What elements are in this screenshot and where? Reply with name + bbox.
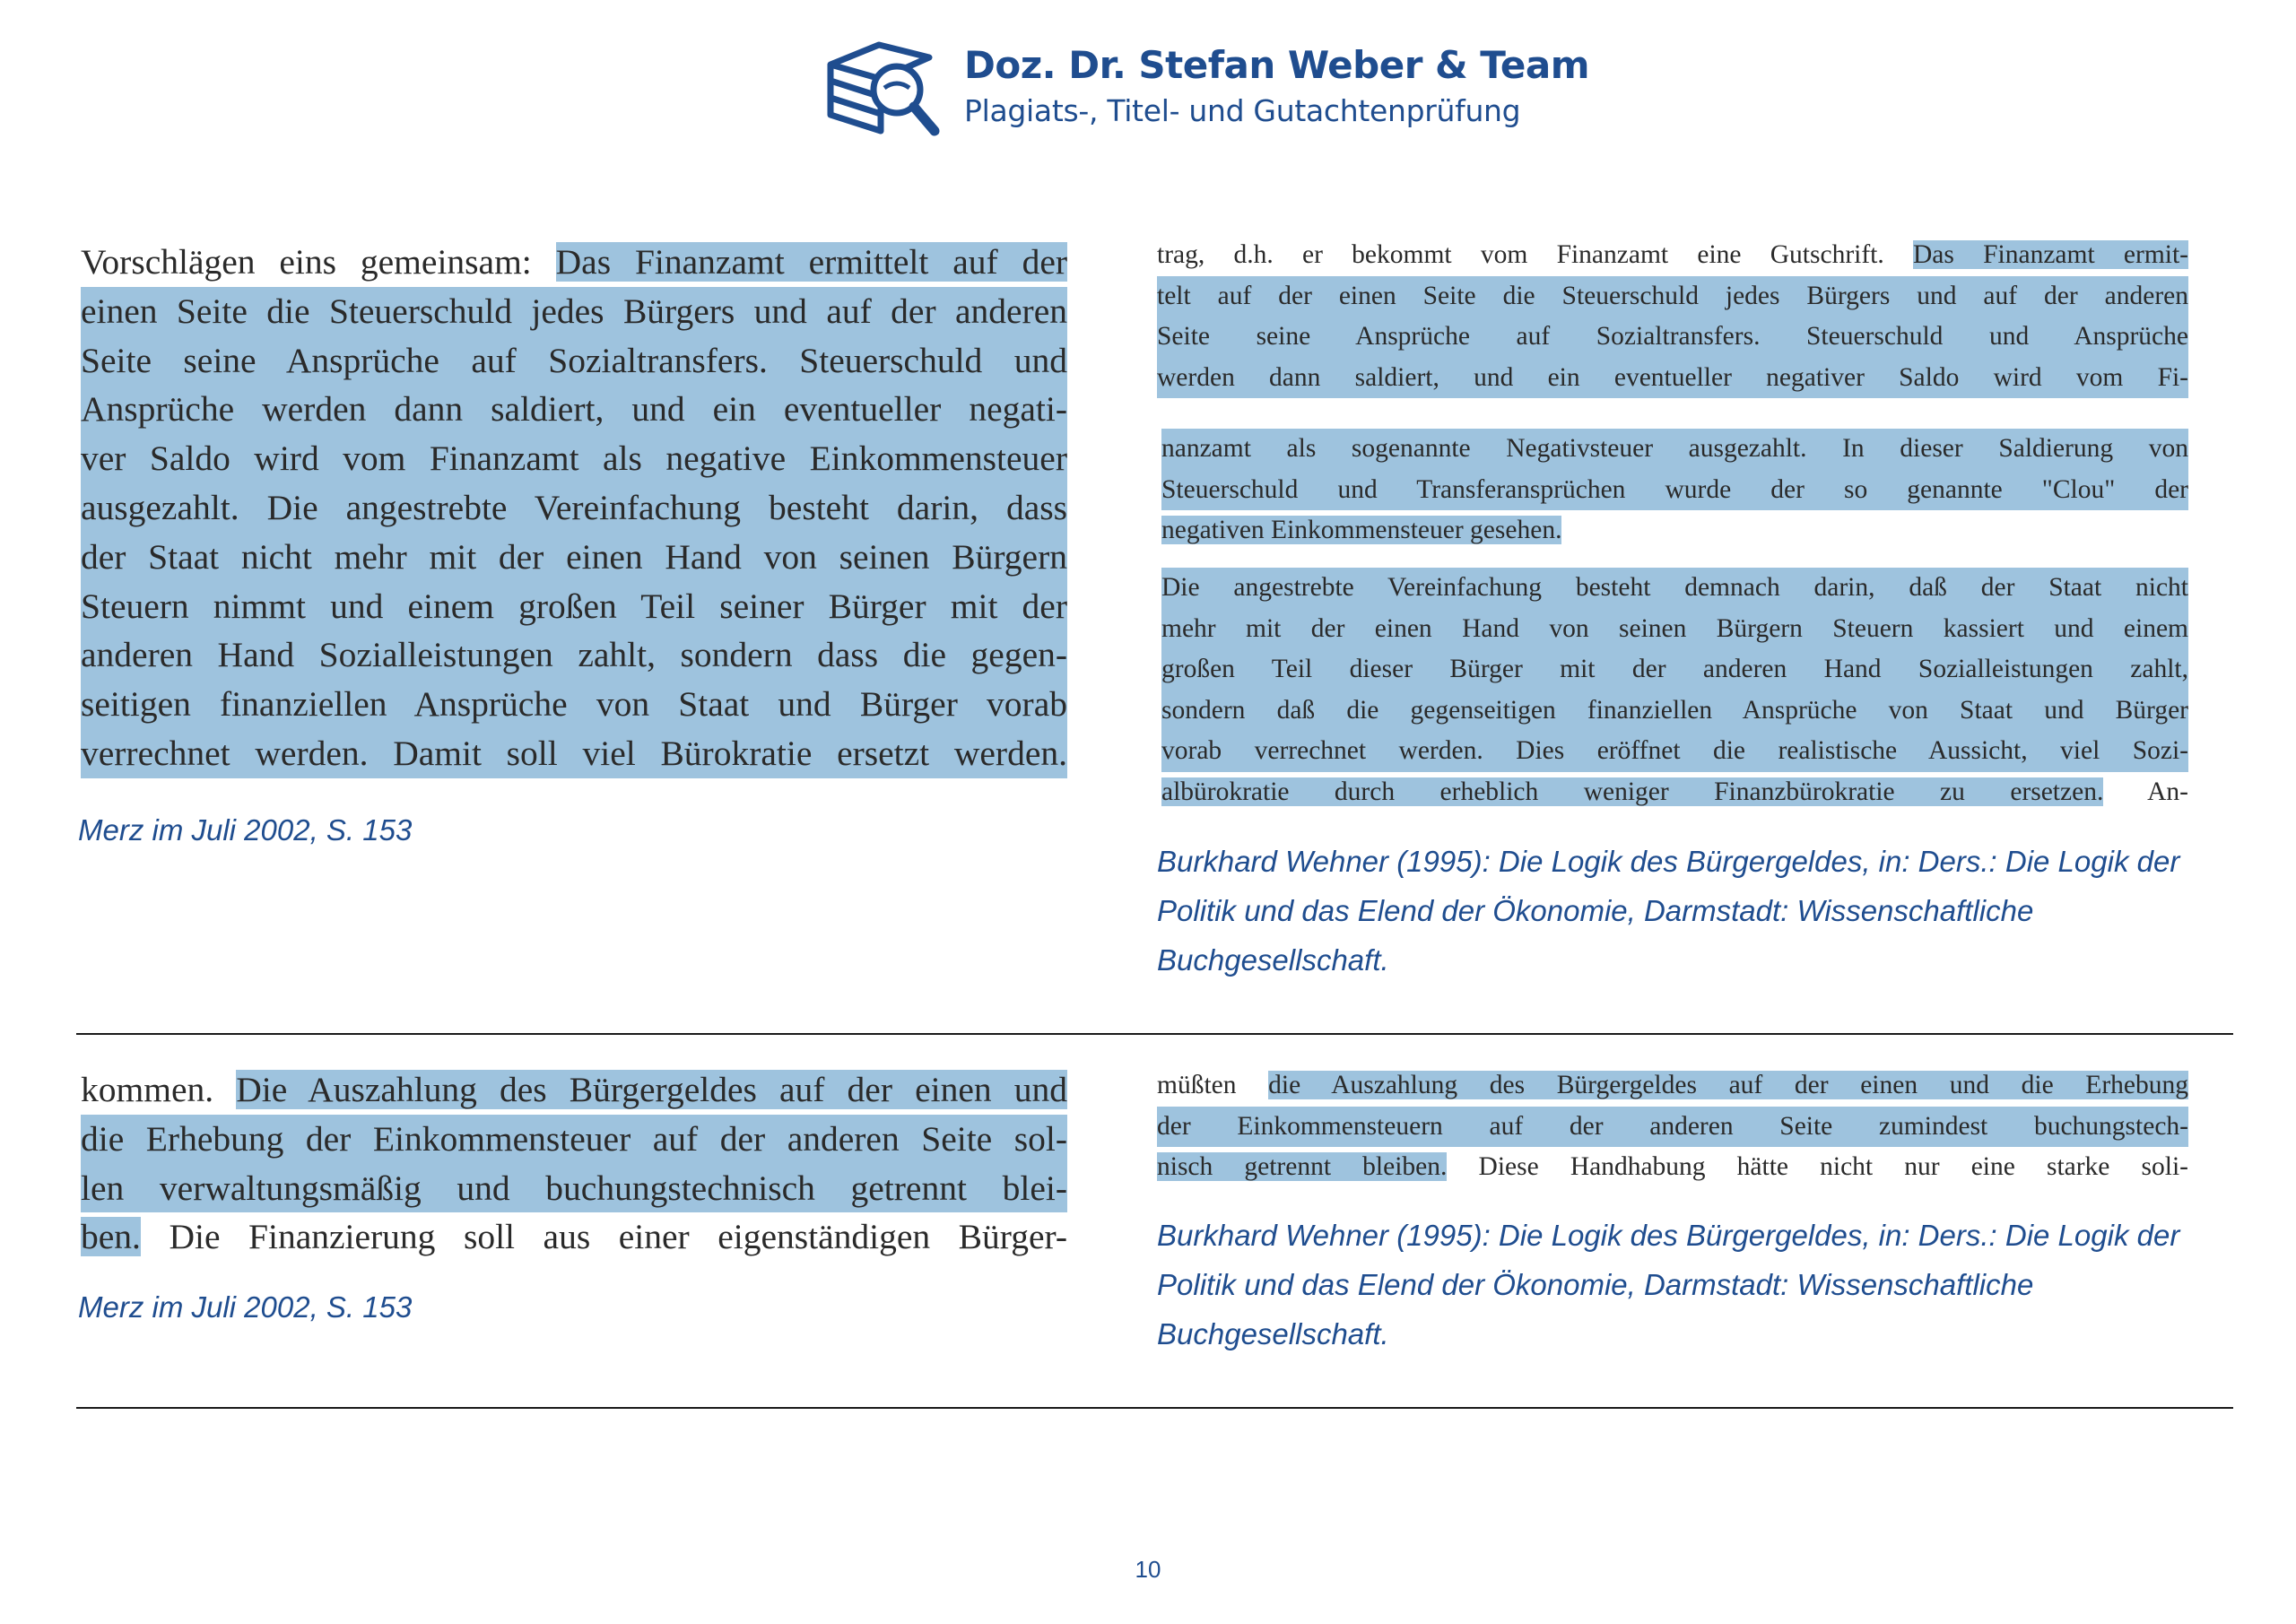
target-citation-2: Burkhard Wehner (1995): Die Logik des Bürgergeldes, in: Ders.: Die Logik der Politik und das Elend der Ökonomie, Darmstadt: Wissenschaftliche Buchgesellschaft. <box>1157 1219 2180 1350</box>
excerpt-line: nanzamt als sogenannte Negativsteuer ausgezahlt. In dieser Saldierung von <box>1161 429 2188 470</box>
excerpt-line: Ansprüche werden dann saldiert, und ein eventueller negati- <box>81 385 1067 434</box>
excerpt-line: Seite seine Ansprüche auf Sozialtransfers. Steuerschuld und Ansprüche <box>1157 317 2188 358</box>
excerpt-line: müßten die Auszahlung des Bürgergeldes auf der einen und die Erhebung <box>1157 1071 2188 1099</box>
book-stack-magnifier-icon <box>825 38 942 138</box>
excerpt-line: Vorschlägen eins gemeinsam: Das Finanzamt ermittelt auf der <box>81 242 1067 282</box>
brand-tagline: Plagiats-, Titel- und Gutachtenprüfung <box>964 93 1521 128</box>
target-excerpt-1a <box>1157 235 2188 398</box>
excerpt-line: ver Saldo wird vom Finanzamt als negative Einkommensteuer <box>81 434 1067 483</box>
excerpt-line: nisch getrennt bleiben. Diese Handhabung hätte nicht nur eine starke soli- <box>1157 1152 2188 1182</box>
excerpt-line: anderen Hand Sozialleistungen zahlt, sondern dass die gegen- <box>81 630 1067 680</box>
target-excerpt-1c <box>1161 568 2188 813</box>
excerpt-line: die Erhebung der Einkommensteuer auf der anderen Seite sol- <box>81 1115 1067 1164</box>
source-citation-2: Merz im Juli 2002, S. 153 <box>78 1290 413 1324</box>
page-number: 10 <box>1135 1556 1161 1583</box>
excerpt-line: negativen Einkommensteuer gesehen. <box>1161 516 1562 545</box>
page-header <box>825 34 1632 142</box>
excerpt-line: verrechnet werden. Damit soll viel Bürokratie ersetzt werden. <box>81 729 1067 778</box>
section-divider <box>76 1407 2233 1409</box>
excerpt-line: einen Seite die Steuerschuld jedes Bürgers und auf der anderen <box>81 287 1067 336</box>
excerpt-line: telt auf der einen Seite die Steuerschuld jedes Bürgers und auf der anderen <box>1157 276 2188 317</box>
target-citation-1: Burkhard Wehner (1995): Die Logik des Bürgergeldes, in: Ders.: Die Logik der Politik und das Elend der Ökonomie, Darmstadt: Wissenschaftliche Buchgesellschaft. <box>1157 845 2180 977</box>
excerpt-line: ben. Die Finanzierung soll aus einer eigenständigen Bürger- <box>81 1217 1067 1257</box>
target-excerpt-2 <box>1157 1065 2188 1188</box>
excerpt-line: ausgezahlt. Die angestrebte Vereinfachung besteht darin, dass <box>81 483 1067 533</box>
excerpt-line: len verwaltungsmäßig und buchungstechnisch getrennt blei- <box>81 1164 1067 1213</box>
excerpt-line: großen Teil dieser Bürger mit der anderen Hand Sozialleistungen zahlt, <box>1161 649 2188 690</box>
excerpt-line: sondern daß die gegenseitigen finanziellen Ansprüche von Staat und Bürger <box>1161 690 2188 732</box>
excerpt-line: Seite seine Ansprüche auf Sozialtransfers. Steuerschuld und <box>81 336 1067 386</box>
brand-name: Doz. Dr. Stefan Weber & Team <box>964 43 1589 87</box>
source-citation-1: Merz im Juli 2002, S. 153 <box>78 813 413 847</box>
excerpt-line: der Einkommensteuern auf der anderen Seite zumindest buchungstech- <box>1157 1107 2188 1148</box>
source-excerpt-1 <box>81 238 1067 778</box>
excerpt-line: werden dann saldiert, und ein eventueller negativer Saldo wird vom Fi- <box>1157 358 2188 399</box>
excerpt-line: vorab verrechnet werden. Dies eröffnet die realistische Aussicht, viel Sozi- <box>1161 731 2188 772</box>
excerpt-line: seitigen finanziellen Ansprüche von Staat und Bürger vorab <box>81 680 1067 729</box>
excerpt-line: mehr mit der einen Hand von seinen Bürgern Steuern kassiert und einem <box>1161 609 2188 650</box>
excerpt-line: Steuern nimmt und einem großen Teil seiner Bürger mit der <box>81 582 1067 631</box>
excerpt-line: Steuerschuld und Transferansprüchen wurde der so genannte "Clou" der <box>1161 470 2188 511</box>
excerpt-line: kommen. Die Auszahlung des Bürgergeldes auf der einen und <box>81 1070 1067 1109</box>
section-divider <box>76 1033 2233 1035</box>
excerpt-line: der Staat nicht mehr mit der einen Hand von seinen Bürgern <box>81 533 1067 582</box>
source-excerpt-2 <box>81 1065 1067 1262</box>
excerpt-line: Die angestrebte Vereinfachung besteht demnach darin, daß der Staat nicht <box>1161 568 2188 609</box>
excerpt-line: albürokratie durch erheblich weniger Finanzbürokratie zu ersetzen. An- <box>1161 777 2188 806</box>
excerpt-line: trag, d.h. er bekommt vom Finanzamt eine Gutschrift. Das Finanzamt ermit- <box>1157 240 2188 269</box>
target-excerpt-1b <box>1161 429 2188 551</box>
